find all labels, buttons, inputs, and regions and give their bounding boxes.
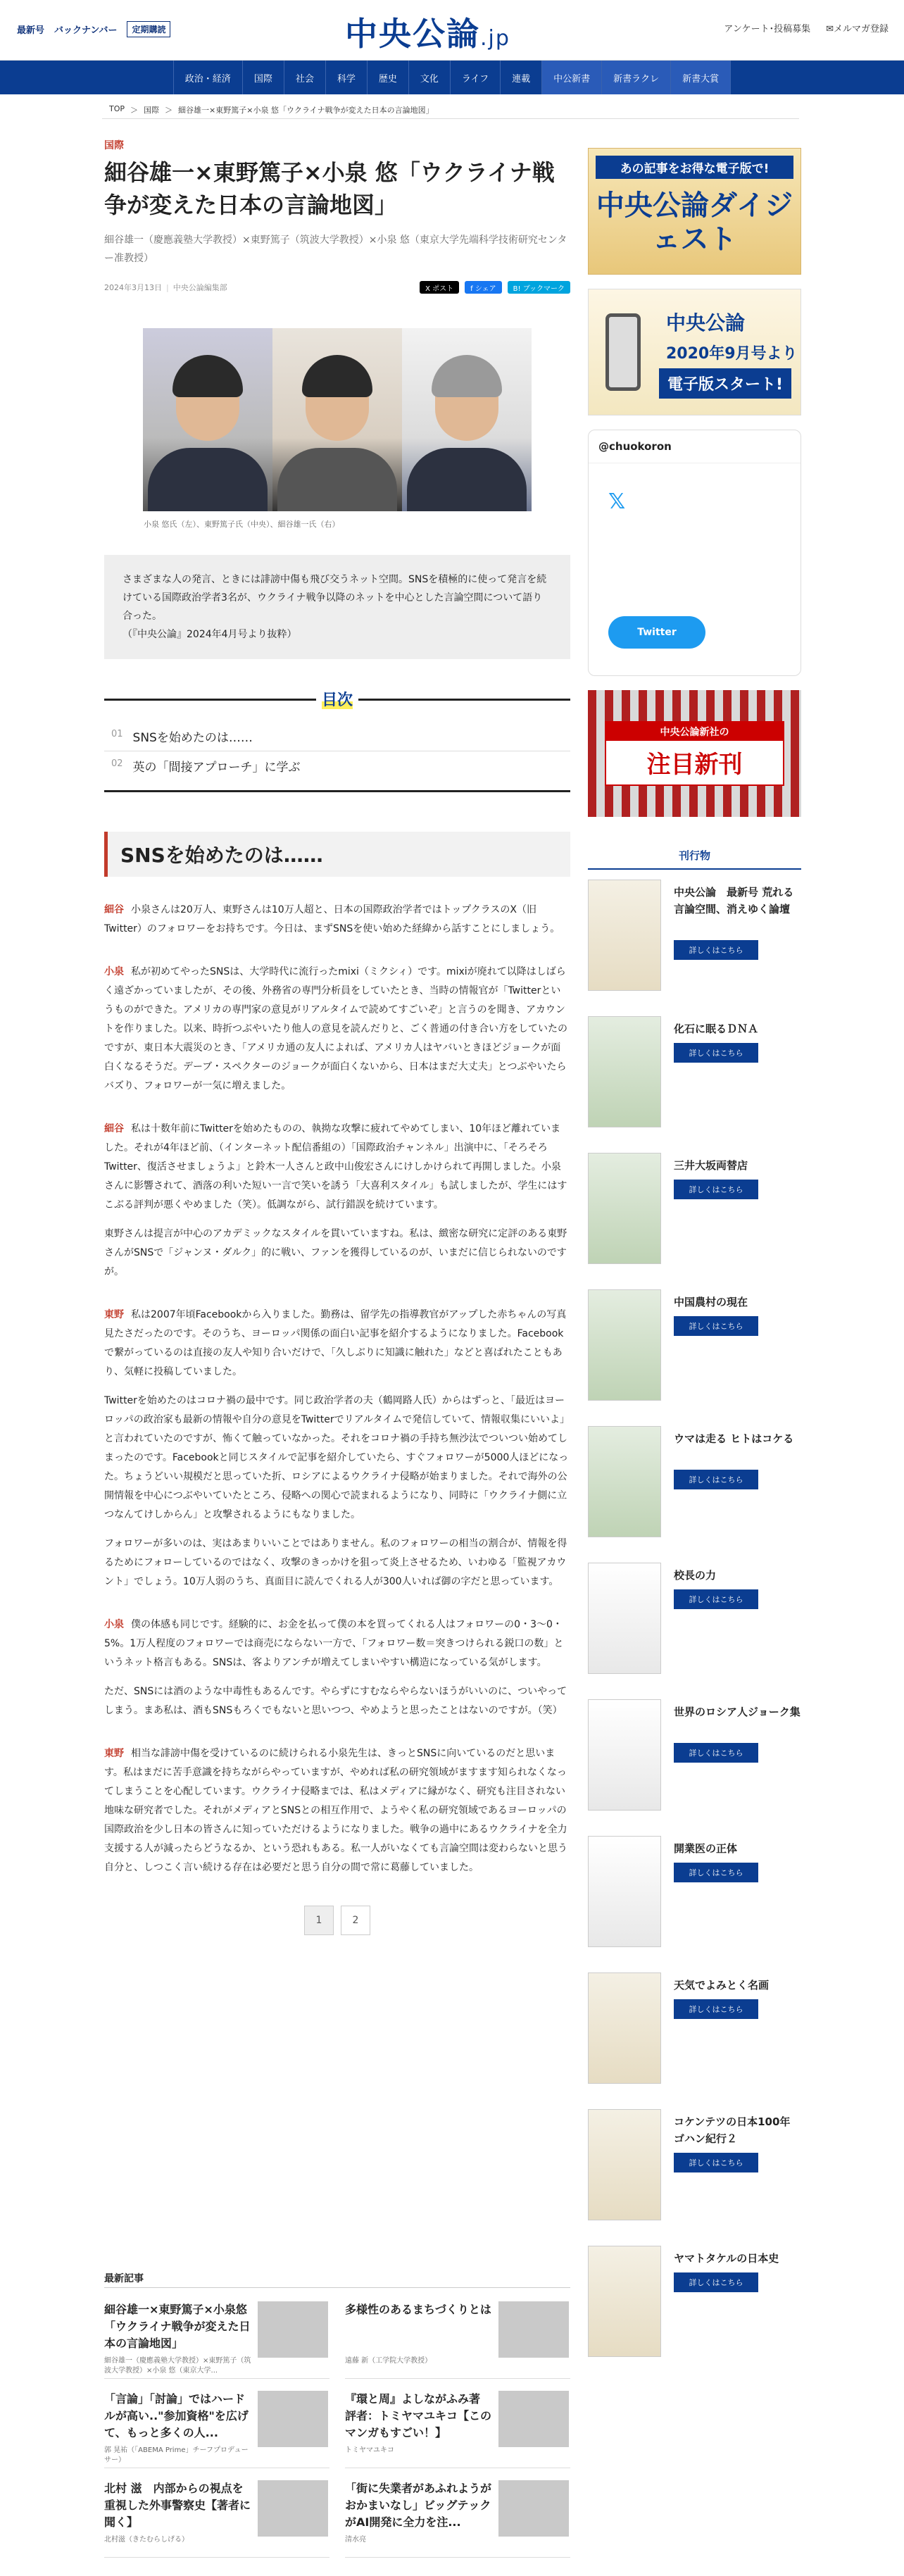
article-paragraph [104,1306,570,1382]
nav-item-shinsho-award[interactable]: 新書大賞 [670,61,731,94]
book-title[interactable]: 開業医の正体 [674,1842,738,1855]
digital-edition-banner[interactable] [588,289,801,415]
book-details-button[interactable]: 詳しくはこちら [674,1743,758,1763]
back-number-link[interactable]: バックナンバー [54,25,118,36]
article-date: 2024年3月13日 [104,283,162,292]
book-cover[interactable] [588,2246,661,2357]
paragraph-text: ただ、SNSには酒のような中毒性もあるんです。やらずにすむならやらないほうがいいのに、ついやってしまう。まあ私は、酒もSNSもろくでもないと思いつつ、やめようと思ったことはないのですが。（笑） [104,1686,567,1716]
twitter-button[interactable]: Twitter [608,616,705,649]
speaker-name: 小泉 [104,966,124,977]
book-cover[interactable] [588,880,661,991]
twitter-handle[interactable]: @chuokoron [589,430,801,463]
nav-item-politics[interactable]: 政治・経済 [173,61,242,94]
book-cover[interactable] [588,2109,661,2220]
photo-caption: 小泉 悠氏（左）、東野篤子氏（中央）、細谷雄一氏（右） [144,520,340,529]
latest-article-author: 北村滋（きたむらしげる） [104,2536,189,2544]
article-paragraph [104,1615,570,1672]
pagination [104,1906,570,1935]
divider [104,2287,570,2288]
breadcrumb-separator: ＞ [130,106,139,115]
banner-title: 中央公論ダイジェスト [596,189,793,256]
table-of-contents [104,692,570,792]
publication-item [588,1553,801,1689]
breadcrumb-separator: ＞ [165,106,173,115]
latest-article-title[interactable]: 「街に失業者があふれようがおかまいなし」ビッグテックがAI開発に全力を注... [345,2482,492,2529]
latest-article-title[interactable]: 『環と周』よしながふみ著 評者：トミヤマユキコ【このマンガもすごい！】 [345,2392,492,2439]
latest-article-card[interactable] [104,2301,329,2379]
article-meta: 2024年3月13日 | 中央公論編集部 X ポスト f シェア B! ブックマーク [104,280,570,294]
book-title[interactable]: 世界のロシア人ジョーク集 [674,1706,801,1718]
latest-issue-link[interactable]: 最新号 [17,25,45,36]
publication-item [588,2099,801,2236]
publication-item [588,1143,801,1280]
banner-title: 注目新刊 [646,751,743,779]
site-logo[interactable]: 中央公論.jp [345,15,510,53]
article-paragraph [104,1225,570,1282]
paragraph-text: Twitterを始めたのはコロナ禍の最中です。同じ政治学者の夫（鶴岡路人氏）からはずっと、「最近はヨーロッパの政治家も最新の情報や自分の意見をTwitterでリアルタイムで発信していて、情報収集にいいよ」と言われていたのですが、怖くて触っていなかった。それをコロナ禍の手持ち無沙汰でついつい始めてしまったのです。Facebookと同じスタイルで記事を紹介していたら、すぐフォロワーが5000人ほどになった。ちょうどいい規模だと思っていた折、ロシアによるウクライナ侵略が始まりました。それで海外の公開情報を中心につぶやいていたところ、侵略への関心で読まれるようになり、同時に「ウクライナ側に立つなんてけしからん」と攻撃されるようにもなりました。 [104,1395,570,1520]
book-title[interactable]: 校長の力 [674,1569,717,1582]
digest-banner[interactable] [588,148,801,275]
article-paragraph [104,1534,570,1592]
x-logo-icon: 𝕏 [608,489,626,514]
latest-article-title[interactable]: 細谷雄一×東野篤子×小泉悠「ウクライナ戦争が変えた日本の言論地図」 [104,2303,251,2350]
book-title[interactable]: 中国農村の現在 [674,1296,748,1308]
book-cover[interactable] [588,1563,661,1674]
article-category[interactable]: 国際 [104,140,124,151]
book-cover[interactable] [588,1426,661,1537]
article-paragraph [104,1120,570,1215]
latest-article-card[interactable] [104,2391,329,2468]
book-title[interactable]: 三井大坂両替店 [674,1159,748,1172]
paragraph-text: フォロワーが多いのは、実はあまりいいことではありません。私のフォロワーの相当の割合が、情報を得るためにフォローしているのではなく、攻撃のきっかけを狙って炎上させるため、いわゆる「監視アカウント」でしょう。10万人弱のうち、真面目に読んでくれる人が300人いれば御の字だと思っています。 [104,1538,567,1587]
latest-article-card[interactable] [104,2480,329,2558]
latest-article-author: 清水亮 [345,2536,366,2544]
paragraph-text: 小泉さんは20万人、東野さんは10万人超と、日本の国際政治学者ではトップクラスのX（旧Twitter）のフォロワーをお持ちです。今日は、まずSNSを使い始めた経緯から話すことにしましょう。 [104,904,560,934]
breadcrumb [109,104,434,115]
latest-article-card[interactable] [345,2301,570,2379]
speaker-name: 細谷 [104,1123,124,1134]
publication-item [588,1006,801,1143]
publication-item [588,1280,801,1416]
article-authors: 細谷雄一（慶應義塾大学教授）×東野篤子（筑波大学教授）×小泉 悠（東京大学先端科学技術研究センター准教授） [104,235,567,264]
toc-title: 目次 [316,688,358,710]
book-cover[interactable] [588,1836,661,1947]
nav-item-life[interactable]: ライフ [450,61,500,94]
share-facebook-button[interactable]: f シェア [465,281,502,294]
latest-article-author: 郭 晃祐（「ABEMA Prime」チーフプロデューサー） [104,2446,249,2464]
book-cover[interactable] [588,1289,661,1401]
latest-article-thumbnail[interactable] [498,2301,569,2358]
nav-item-laclef[interactable]: 新書ラクレ [601,61,670,94]
smartphone-icon [605,313,641,391]
nav-item-science[interactable]: 科学 [325,61,367,94]
paragraph-text: 東野さんは提言が中心のアカデミックなスタイルを貫いていますね。私は、緻密な研究に定評のある東野さんがSNSで「ジャンヌ・ダルク」的に戦い、ファンを獲得しているのが、いまだに信じられないのですが。 [104,1228,567,1277]
article-photo [143,328,532,511]
book-details-button[interactable]: 詳しくはこちら [674,1470,758,1489]
toc-item[interactable]: 01 SNSを始めたのは…… [104,722,570,751]
speaker-name: 東野 [104,1748,124,1759]
book-details-button[interactable]: 詳しくはこちら [674,1180,758,1199]
book-details-button[interactable]: 詳しくはこちら [674,2153,758,2172]
share-x-button[interactable]: X ポスト [420,281,459,294]
paragraph-text: 私は十数年前にTwitterを始めたものの、執拗な攻撃に疲れてやめてしまい、10年ほど離れていました。それが4年ほど前、（インターネット配信番組の）「国際政治チャンネル」出演中に、「そろそろTwitter、復活させましょうよ」と鈴木一人さんと政中山俊宏さんにけしかけられて再開しました。小泉さんに影響されて、酒落の利いた短い一言で笑いを誘う「大喜利スタイル」も試しましたが、学生にはすこぶる評判が悪くやめました（笑）。低調ながら、試行錯誤を続けています。 [104,1123,567,1211]
latest-article-thumbnail[interactable] [498,2391,569,2447]
nav-item-chuko-shinsho[interactable]: 中公新書 [541,61,601,94]
new-books-banner[interactable] [588,690,801,817]
latest-article-title[interactable]: 多様性のあるまちづくりとは [345,2303,491,2316]
book-details-button[interactable]: 詳しくはこちら [674,1863,758,1882]
portrait-koizumi [143,328,272,511]
publication-item [588,1826,801,1963]
publication-item [588,2236,801,2372]
article-paragraph [104,1744,570,1877]
book-cover[interactable] [588,1153,661,1264]
twitter-widget [588,430,801,676]
book-title[interactable]: 中央公論 最新号 荒れる言論空間、消えゆく論壇 [674,886,794,915]
publication-item [588,870,801,1006]
book-details-button[interactable]: 詳しくはこちら [674,940,758,960]
book-title[interactable]: ウマは走る ヒトはコケる [674,1432,794,1445]
book-details-button[interactable]: 詳しくはこちら [674,2272,758,2292]
speaker-name: 東野 [104,1309,124,1320]
latest-article-author: トミヤマユキコ [345,2446,394,2454]
latest-article-thumbnail[interactable] [258,2480,328,2537]
header-right-links [724,21,889,35]
toc-item[interactable]: 02 英の「間接アプローチ」に学ぶ [111,758,301,775]
banner-box [605,721,784,786]
book-details-button[interactable]: 詳しくはこちら [674,1589,758,1609]
nav-item-society[interactable]: 社会 [284,61,325,94]
header-left-links [17,21,170,37]
banner-subtitle: 中央公論新社の [606,723,783,741]
paragraph-text: 私が初めてやったSNSは、大学時代に流行ったmixi（ミクシィ）です。mixiが廃れて以降はしばらく遠ざかっていましたが、その後、外務省の専門分析員をしていたとき、当時の情報官が「Twitterというものができた。アメリカの専門家の意見がリアルタイムで読めてすごいぞ」と言うのを聞き、アカウントを作りました。以来、時折つぶやいたり他人の意見を読んだりと、ごく普通の付き合い方をしていたのですが、東日本大震災のとき、「アメリカ通の友人によれば、アメリカ人はヤバいときほどジョークが面白くなるそうだ。デーブ・スペクターのジョークが面白くないから、日本はまだ大丈夫」とつぶやいたらバズり、フォロワーが一気に増えました。 [104,966,567,1092]
article-paragraph [104,1392,570,1525]
book-cover[interactable] [588,1972,661,2084]
book-cover[interactable] [588,1016,661,1127]
survey-link[interactable]: アンケート･投稿募集 [724,24,811,35]
banner-subtitle: あの記事をお得な電子版で! [596,156,793,179]
nav-item-history[interactable]: 歴史 [367,61,408,94]
page-2-button[interactable]: 2 [341,1906,370,1935]
latest-article-author: 遠藤 新（工学院大学教授） [345,2357,432,2365]
banner-text: 中央公論 [666,311,746,334]
book-cover[interactable] [588,1699,661,1811]
portrait-hosoya [402,328,532,511]
article-paragraph [104,1682,570,1720]
breadcrumb-top[interactable]: TOP [109,104,125,113]
nav-item-international[interactable]: 国際 [242,61,284,94]
latest-article-card[interactable] [345,2480,570,2558]
portrait-higashino [272,328,402,511]
divider [102,118,799,119]
latest-articles-heading: 最新記事 [104,2273,144,2284]
book-details-button[interactable]: 詳しくはこちら [674,1043,758,1063]
newsletter-link[interactable]: ✉メルマガ登録 [826,24,889,35]
publications-heading: 刊行物 [588,848,801,870]
book-title[interactable]: コケンテツの日本100年ゴハン紀行２ [674,2115,791,2145]
article-body [104,901,570,1877]
publication-item [588,1416,801,1553]
book-details-button[interactable]: 詳しくはこちら [674,1316,758,1336]
latest-article-title[interactable]: 北村 滋 内部からの視点を重視した外事警察史【著者に聞く】 [104,2482,251,2529]
latest-article-author: 細谷雄一（慶應義塾大学教授）×東野篤子（筑波大学教授）×小泉 悠（東京大学... [104,2357,251,2375]
latest-article-title[interactable]: 「言論」「討論」ではハードルが高い.."参加資格"を広げて、もっと多くの人... [104,2392,249,2439]
breadcrumb-current: 細谷雄一×東野篤子×小泉 悠「ウクライナ戦争が変えた日本の言論地図」 [178,106,434,115]
sidebar [588,148,801,2372]
publications-list [588,870,801,2372]
breadcrumb-category[interactable]: 国際 [144,106,160,115]
banner-text: 2020年9月号より [666,345,798,363]
paragraph-text: 私は2007年頃Facebookから入りました。勤務は、留学先の指導教官がアップした赤ちゃんの写真見たさだったのです。そのうち、ヨーロッパ関係の面白い記事を紹介するようになりました。Facebookで繋がっているのは直接の友人や知り合いだけで、「久しぶりに知識に触れた」などと喜ばれたこともあり、気軽に投稿していました。 [104,1309,567,1377]
latest-article-thumbnail[interactable] [498,2480,569,2537]
nav-item-culture[interactable]: 文化 [408,61,450,94]
article-title: 細谷雄一×東野篤子×小泉 悠「ウクライナ戦争が変えた日本の言論地図」 [104,159,555,218]
paragraph-text: 僕の体感も同じです。経験的に、お金を払って僕の本を買ってくれる人はフォロワーの0・3〜0・5%。1万人程度のフォロワーでは商売にならない一方で、「フォロワー数＝突きつけられる鋭口の数」というネット格言もある。SNSは、客よりアンチが増えてしまいやすい構造になっている気がします。 [104,1619,564,1668]
share-hatena-button[interactable]: B! ブックマーク [508,281,570,294]
article-paragraph [104,901,570,939]
banner-text: 電子版スタート! [659,368,791,399]
article-lead: さまざまな人の発言、ときには誹謗中傷も飛び交うネット空間。SNSを積極的に使って発言を続けている国際政治学者3名が、ウクライナ戦争以降のネットを中心とした言論空間について語り合った。 （『中央公論』2024年4月号より抜粋） [104,555,570,659]
nav-item-series[interactable]: 連載 [500,61,541,94]
latest-article-card[interactable] [345,2391,570,2468]
article [104,138,570,1935]
speaker-name: 小泉 [104,1619,124,1630]
global-nav [0,61,904,94]
latest-article-thumbnail[interactable] [258,2301,328,2358]
page-1-button[interactable]: 1 [304,1906,334,1935]
book-title[interactable]: 天気でよみとく名画 [674,1979,770,1992]
latest-article-thumbnail[interactable] [258,2391,328,2447]
book-details-button[interactable]: 詳しくはこちら [674,1999,758,2019]
publication-item [588,1689,801,1826]
speaker-name: 細谷 [104,904,124,915]
site-header [0,0,904,61]
book-title[interactable]: ヤマトタケルの日本史 [674,2252,779,2265]
publication-item [588,1963,801,2099]
book-title[interactable]: 化石に眠るＤＮＡ [674,1023,759,1035]
section-heading: SNSを始めたのは…… [104,832,570,877]
article-source: 中央公論編集部 [172,283,227,292]
subscribe-button[interactable]: 定期購読 [127,21,170,37]
paragraph-text: 相当な誹謗中傷を受けているのに続けられる小泉先生は、きっとSNSに向いているのだと思います。私はまだに苦手意識を持ちながらやっていますが、やめれば私の研究領域がますます知られなくなってしまうことを心配しています。ウクライナ侵略までは、私はメディアに縁がなく、研究も注目されない地味な研究者でした。それがメディアとSNSとの相互作用で、ようやく私の研究領域であるヨーロッパの国際政治を少し日本の皆さんに知っていただけるようになりました。戦争の過中にあるウクライナを全力支援する人が減ったらどうなるか、という恐れもある。私一人がいなくても言論空間は変わらないと思う自分と、しつこく言い続ける存在は必要だと思う自分の間で常に葛藤していました。 [104,1748,567,1873]
article-paragraph [104,963,570,1096]
